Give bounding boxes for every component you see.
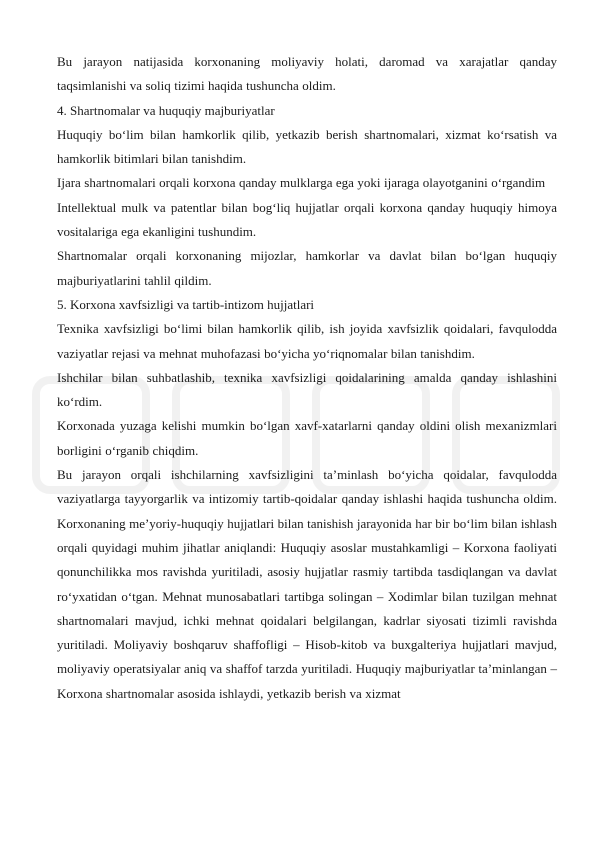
paragraph: Shartnomalar orqali korxonaning mijozlar, hamkorlar va davlat bilan bo‘lgan huquqiy majburiyatlarini tahlil qildim. (57, 248, 557, 288)
paragraph: Bu jarayon natijasida korxonaning moliyaviy holati, daromad va xarajatlar qanday taqsimlanishi va soliq tizimi haqida tushuncha oldim. (57, 54, 557, 94)
paragraph: Ijara shartnomalari orqali korxona qanday mulklarga ega yoki ijaraga olayotganini o‘rgandim (57, 175, 546, 191)
paragraph: Huquqiy bo‘lim bilan hamkorlik qilib, yetkazib berish shartnomalari, xizmat ko‘rsatish va hamkorlik bitimlari bilan tanishdim. (57, 126, 557, 167)
section-heading: 5. Korxona xavfsizligi va tartib-intizom hujjatlari (57, 296, 315, 312)
document-body (57, 50, 557, 706)
paragraph: Korxonada yuzaga kelishi mumkin bo‘lgan xavf-xatarlarni qanday oldini olish mexanizmlari borligini o‘rganib chiqdim. (57, 418, 557, 458)
paragraph: Intellektual mulk va patentlar bilan bog‘liq hujjatlar orqali korxona qanday huquqiy himoya vositalariga ega ekanligini tushundim. (57, 199, 557, 240)
paragraph: Texnika xavfsizligi bo‘limi bilan hamkorlik qilib, ish joyida xavfsizlik qoidalari, favqulodda vaziyatlar rejasi va mehnat muhofazasi bo‘yicha yo‘riqnomalar bilan tanishdim. (57, 321, 557, 361)
paragraph: Ishchilar bilan suhbatlashib, texnika xavfsizligi qoidalarining amalda qanday ishlashini ko‘rdim. (57, 369, 557, 410)
paragraph: Bu jarayon orqali ishchilarning xavfsizligini ta’minlash bo‘yicha qoidalar, favqulodda vaziyatlarga tayyorgarlik va intizomiy tartib-qoidalar qanday ishlashi haqida tushuncha oldim. Korxonaning me’yoriy-huquqiy hujjatlari bilan tanishish jarayonida har bir bo‘lim bilan ishlash orqali quyidagi muhim jihatlar aniqlandi: Huquqiy asoslar mustahkamligi – Korxona faoliyati qonunchilikka mos ravishda yuritiladi, asosiy hujjatlar rasmiy tartibda tasdiqlangan va davlat ro‘yxatidan o‘tgan. Mehnat munosabatlari tartibga solingan – Xodimlar bilan tuzilgan mehnat shartnomalari mavjud, ichki mehnat qoidalari belgilangan, kadrlar siyosati tizimli ravishda yuritiladi. Moliyaviy boshqaruv shaffofligi – Hisob-kitob va buxgalteriya hujjatlari mavjud, moliyaviy operatsiyalar aniq va shaffof tarzda yuritiladi. Huquqiy majburiyatlar ta’minlangan – Korxona shartnomalar asosida ishlaydi, yetkazib berish va xizmat (57, 467, 557, 701)
section-heading: 4. Shartnomalar va huquqiy majburiyatlar (57, 102, 275, 118)
